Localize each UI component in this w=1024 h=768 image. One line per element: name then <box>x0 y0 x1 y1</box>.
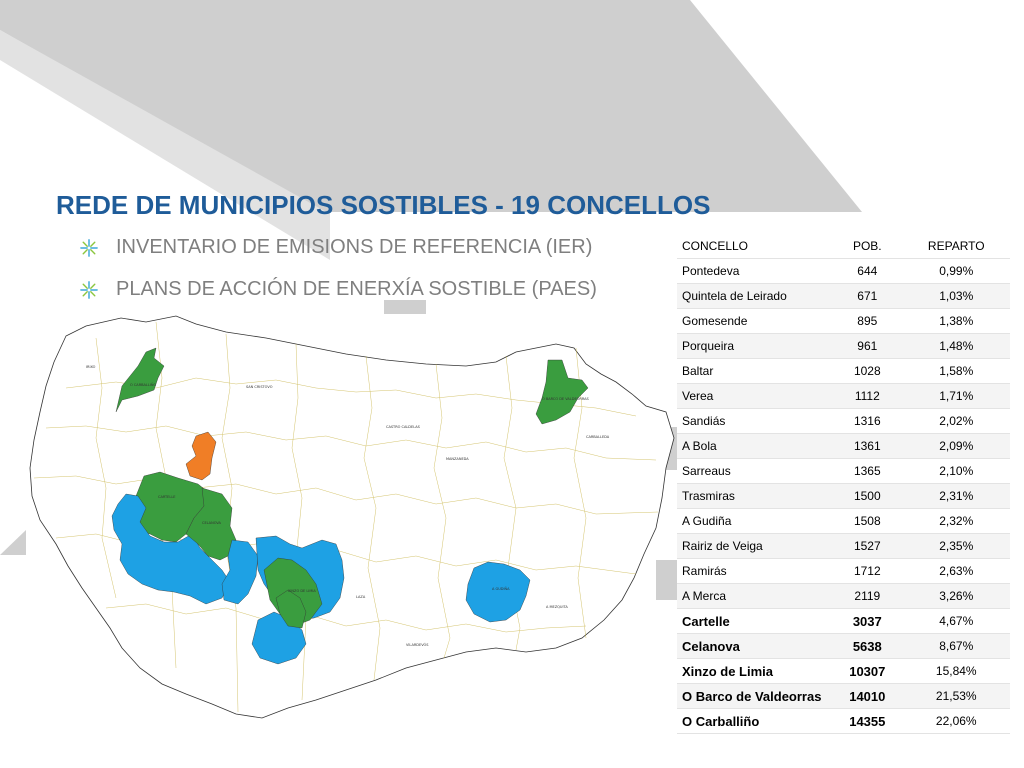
cell-concello: A Bola <box>677 434 832 459</box>
cell-reparto: 2,35% <box>903 534 1010 559</box>
cell-concello: Verea <box>677 384 832 409</box>
cell-reparto: 4,67% <box>903 609 1010 634</box>
cell-concello: Rairiz de Veiga <box>677 534 832 559</box>
star-bullet-icon <box>80 281 98 299</box>
cell-reparto: 2,09% <box>903 434 1010 459</box>
table-row <box>677 509 1010 534</box>
cell-pob: 1361 <box>832 434 902 459</box>
cell-reparto: 1,48% <box>903 334 1010 359</box>
table-row <box>677 709 1010 734</box>
column-header-pob: POB. <box>832 234 902 259</box>
cell-reparto: 2,32% <box>903 509 1010 534</box>
cell-pob: 1527 <box>832 534 902 559</box>
cell-concello: Baltar <box>677 359 832 384</box>
svg-text:CARBALLEDA: CARBALLEDA <box>586 435 610 439</box>
bullet-item-ier <box>80 236 592 259</box>
cell-concello: Quintela de Leirado <box>677 284 832 309</box>
cell-pob: 2119 <box>832 584 902 609</box>
cell-reparto: 0,99% <box>903 259 1010 284</box>
column-header-reparto: REPARTO <box>903 234 1010 259</box>
cell-reparto: 1,58% <box>903 359 1010 384</box>
cell-reparto: 2,63% <box>903 559 1010 584</box>
svg-text:SAN CRISTOVO: SAN CRISTOVO <box>246 385 273 389</box>
cell-pob: 14010 <box>832 684 902 709</box>
svg-text:XINZO DE LIMIA: XINZO DE LIMIA <box>288 589 316 593</box>
cell-reparto: 2,31% <box>903 484 1010 509</box>
cell-concello: Pontedeva <box>677 259 832 284</box>
cell-pob: 5638 <box>832 634 902 659</box>
cell-pob: 644 <box>832 259 902 284</box>
municipalities-table <box>677 234 1010 734</box>
cell-reparto: 1,71% <box>903 384 1010 409</box>
bullet-text: PLANS DE ACCIÓN DE ENERXÍA SOSTIBLE (PAES) <box>116 278 597 300</box>
svg-text:O BARCO DE VALDEORRAS: O BARCO DE VALDEORRAS <box>542 397 589 401</box>
province-map-icon <box>26 308 682 728</box>
cell-concello: Xinzo de Limia <box>677 659 832 684</box>
cell-concello: Sarreaus <box>677 459 832 484</box>
cell-pob: 3037 <box>832 609 902 634</box>
table-row <box>677 459 1010 484</box>
column-header-concello: CONCELLO <box>677 234 832 259</box>
svg-text:CARTELLE: CARTELLE <box>158 495 176 499</box>
table-row <box>677 334 1010 359</box>
bullet-item-paes <box>80 278 597 301</box>
cell-reparto: 3,26% <box>903 584 1010 609</box>
star-bullet-icon <box>80 239 98 257</box>
svg-text:O CARBALLIÑO: O CARBALLIÑO <box>130 383 157 387</box>
cell-pob: 1316 <box>832 409 902 434</box>
svg-text:VILARDEVÓS: VILARDEVÓS <box>406 643 429 647</box>
cell-pob: 1500 <box>832 484 902 509</box>
svg-text:CELANOVA: CELANOVA <box>202 521 221 525</box>
cell-pob: 1712 <box>832 559 902 584</box>
cell-pob: 1365 <box>832 459 902 484</box>
table-row <box>677 359 1010 384</box>
cell-pob: 895 <box>832 309 902 334</box>
table-row <box>677 309 1010 334</box>
cell-pob: 671 <box>832 284 902 309</box>
cell-concello: A Gudiña <box>677 509 832 534</box>
cell-reparto: 1,03% <box>903 284 1010 309</box>
svg-text:CASTRO CALDELAS: CASTRO CALDELAS <box>386 425 420 429</box>
table-row <box>677 284 1010 309</box>
cell-pob: 1112 <box>832 384 902 409</box>
cell-concello: Porqueira <box>677 334 832 359</box>
cell-reparto: 8,67% <box>903 634 1010 659</box>
cell-pob: 10307 <box>832 659 902 684</box>
cell-reparto: 21,53% <box>903 684 1010 709</box>
table-row <box>677 484 1010 509</box>
svg-text:A GUDIÑA: A GUDIÑA <box>492 587 510 591</box>
svg-text:A MEZQUITA: A MEZQUITA <box>546 605 568 609</box>
cell-reparto: 2,10% <box>903 459 1010 484</box>
cell-concello: Cartelle <box>677 609 832 634</box>
table-row <box>677 684 1010 709</box>
cell-concello: O Carballiño <box>677 709 832 734</box>
cell-pob: 14355 <box>832 709 902 734</box>
table-row <box>677 534 1010 559</box>
cell-concello: Trasmiras <box>677 484 832 509</box>
svg-text:IRIXO: IRIXO <box>86 365 96 369</box>
cell-concello: Celanova <box>677 634 832 659</box>
cell-concello: Gomesende <box>677 309 832 334</box>
table-row <box>677 659 1010 684</box>
cell-reparto: 22,06% <box>903 709 1010 734</box>
cell-reparto: 15,84% <box>903 659 1010 684</box>
cell-pob: 961 <box>832 334 902 359</box>
cell-concello: A Merca <box>677 584 832 609</box>
slide-title: REDE DE MUNICIPIOS SOSTIBLES - 19 CONCELLOS <box>56 190 711 220</box>
table-row <box>677 584 1010 609</box>
table-row <box>677 384 1010 409</box>
table-row <box>677 409 1010 434</box>
cell-pob: 1028 <box>832 359 902 384</box>
table-row <box>677 259 1010 284</box>
svg-text:LAZA: LAZA <box>356 595 366 599</box>
table-row <box>677 634 1010 659</box>
table-row <box>677 559 1010 584</box>
svg-text:MANZANEDA: MANZANEDA <box>446 457 469 461</box>
cell-concello: Ramirás <box>677 559 832 584</box>
cell-reparto: 1,38% <box>903 309 1010 334</box>
cell-concello: O Barco de Valdeorras <box>677 684 832 709</box>
table-row <box>677 609 1010 634</box>
cell-concello: Sandiás <box>677 409 832 434</box>
cell-pob: 1508 <box>832 509 902 534</box>
table-header-row <box>677 234 1010 259</box>
cell-reparto: 2,02% <box>903 409 1010 434</box>
bullet-text: INVENTARIO DE EMISIONS DE REFERENCIA (IER) <box>116 236 593 258</box>
table-row <box>677 434 1010 459</box>
